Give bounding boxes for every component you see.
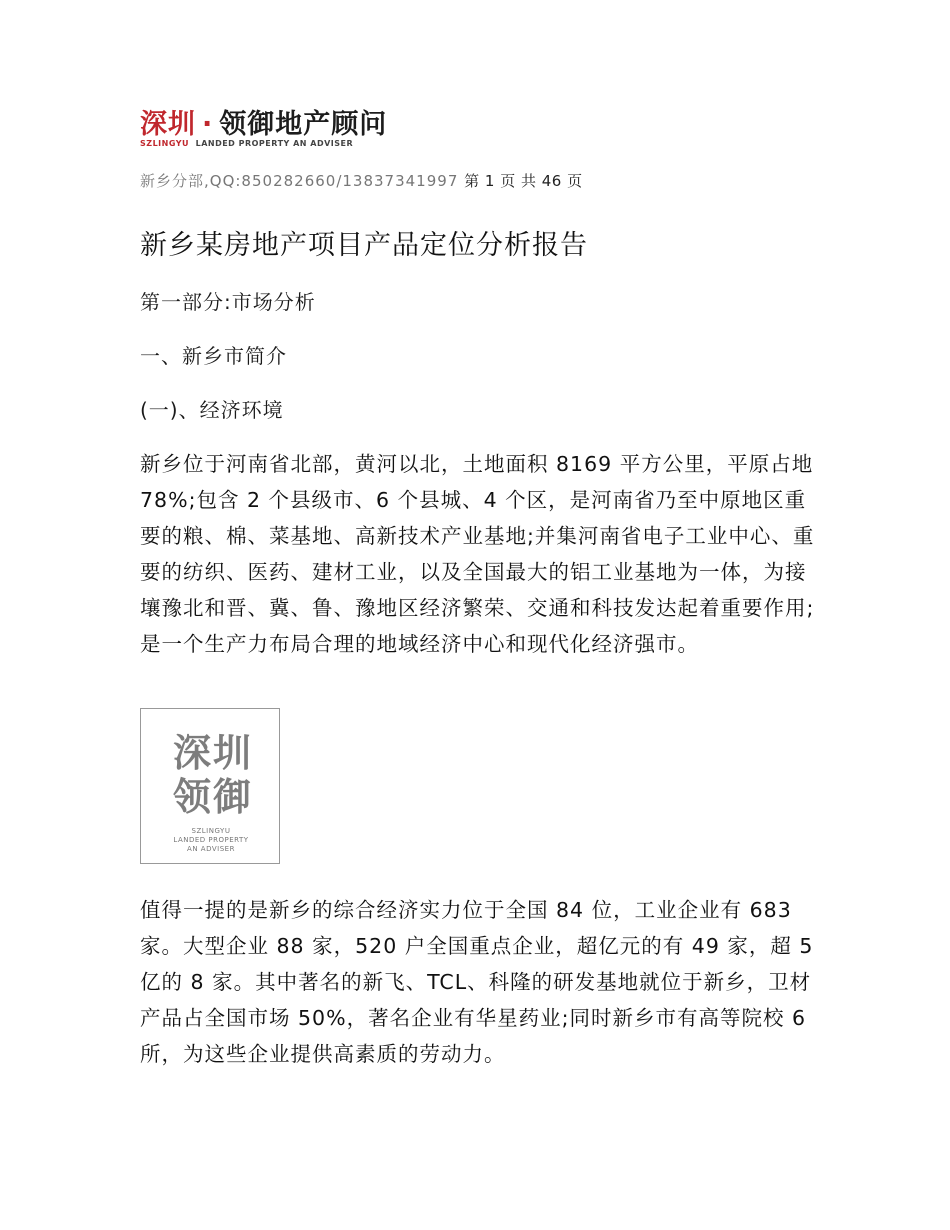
paragraph-strength: 值得一提的是新乡的综合经济实力位于全国 84 位，工业企业有 683 家。大型企业 88 家，520 户全国重点企业，超亿元的有 49 家，超 5 亿的 8 家。其中著名的新飞、TCL、科隆的研发基地就位于新乡，卫材产品占全国市场 50%，著名企业有华星药业;同时新乡市有高等院校 6 所，为这些企业提供高素质的劳动力。	[140, 898, 814, 1066]
source-contact: 新乡分部,QQ:850282660/13837341997	[140, 172, 459, 190]
section-heading: 一、新乡市简介	[140, 344, 287, 368]
logo-subtitle	[140, 139, 353, 149]
logo-sub-rest: LANDED PROPERTY AN ADVISER	[195, 139, 354, 148]
stamp-line-2: LANDED PROPERTY	[173, 836, 249, 844]
part-heading: 第一部分:市场分析	[140, 290, 316, 314]
page-number: 第 1 页 共 46 页	[464, 172, 583, 190]
stamp-line-3: AN ADVISER	[187, 845, 235, 853]
stamp-text	[141, 827, 281, 854]
logo-red-text: 深圳	[140, 109, 196, 140]
company-logo	[140, 110, 430, 150]
subsection-heading: (一)、经济环境	[140, 398, 284, 422]
document-title: 新乡某房地产项目产品定位分析报告	[140, 230, 588, 261]
logo-wordmark	[140, 110, 387, 140]
logo-dot: ·	[202, 109, 214, 140]
stamp-line-1: SZLINGYU	[191, 827, 231, 835]
stamp-characters: 深圳领御	[173, 731, 254, 819]
page-info-line	[140, 170, 583, 191]
logo-black-text: 领御地产顾问	[219, 109, 388, 140]
logo-sub-red: SZLINGYU	[140, 139, 190, 148]
paragraph-economy: 新乡位于河南省北部，黄河以北，土地面积 8169 平方公里，平原占地 78%;包含 2 个县级市、6 个县城、4 个区，是河南省乃至中原地区重要的粮、棉、菜基地、高新技术产业基地;并集河南省电子工业中心、重要的纺织、医药、建材工业，以及全国最大的铝工业基地为一体，为接壤豫北和晋、冀、鲁、豫地区经济繁荣、交通和科技发达起着重要作用;是一个生产力布局合理的地域经济中心和现代化经济强市。	[140, 452, 815, 656]
watermark-stamp-image	[140, 708, 280, 864]
